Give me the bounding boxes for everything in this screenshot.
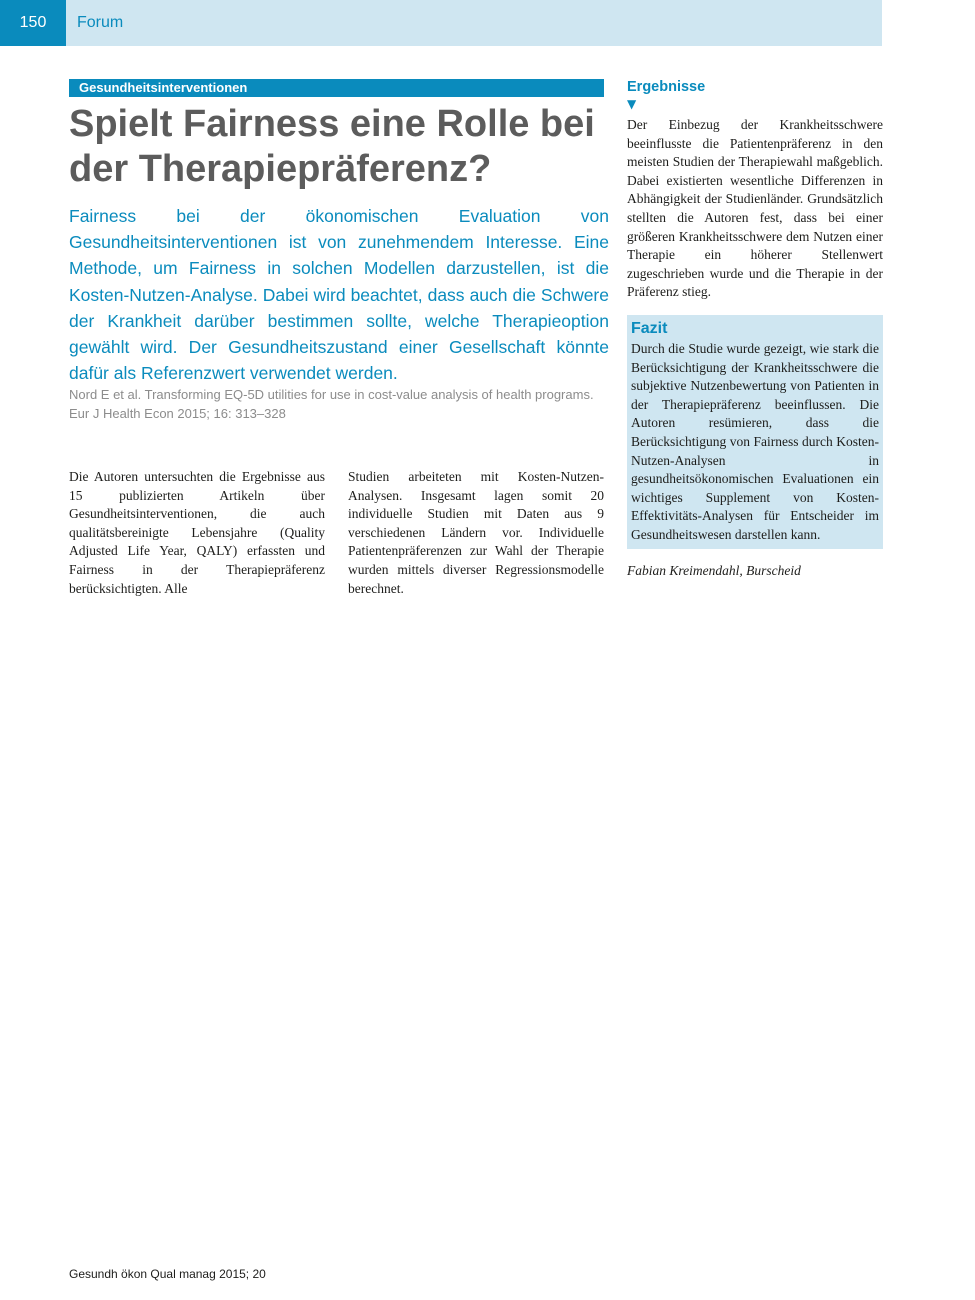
journal-footer: Gesundh ökon Qual manag 2015; 20	[69, 1267, 266, 1281]
fazit-heading: Fazit	[631, 320, 668, 337]
page-number: 150	[0, 0, 66, 46]
fazit-text: Durch die Studie wurde gezeigt, wie stark die Berücksichtigung der Krankheitsschwere die subjektive Nutzenbewertung von Patienten in der Therapiepräferenz beeinflussen. Die Autoren resümieren, dass die Berücksichtigung von Fairness durch Kosten-Nutzen-Analysen in gesundheitsökonomischen Evaluationen ein wichtiges Supplement von Kosten-Effektivitäts-Analysen für Entscheider im Gesundheitswesen darstellen kann.	[631, 341, 879, 542]
author-signature: Fabian Kreimendahl, Burscheid	[627, 563, 801, 578]
triangle-down-icon: ▼	[627, 97, 637, 111]
article-title: Spielt Fairness eine Rolle bei der Therapiepräferenz?	[69, 103, 595, 190]
results-heading: Ergebnisse	[627, 79, 706, 95]
results-text: Der Einbezug der Krankheitsschwere beeinflusste die Patientenpräferenz in den meisten Studien der Therapiewahl maßgeblich. Dabei existierten wesentliche Differenzen in Abhängigkeit der Studienländer. Grundsätzlich stellten die Autoren fest, dass bei einer größeren Krankheitsschwere dem Nutzen einer Therapie ein höherer Stellenwert zugeschrieben wurde und die Therapie in der Präferenz stieg.	[627, 117, 883, 300]
page-header-bar	[0, 0, 882, 46]
article-reference: Nord E et al. Transforming EQ-5D utilities for use in cost-value analysis of health programs. Eur J Health Econ 2015; 16: 313–328	[69, 387, 594, 421]
section-label: Forum	[77, 14, 124, 31]
article-lead: Fairness bei der ökonomischen Evaluation von Gesundheitsinterventionen ist von zunehmendem Interesse. Eine Methode, um Fairness in solchen Modellen darzustellen, ist die Kosten-Nutzen-Analyse. Dabei wird beachtet, dass auch die Schwere der Krankheit darüber bestimmen sollte, welche Therapieoption gewählt wird. Der Gesundheitszustand einer Gesellschaft könnte dafür als Referenzwert verwendet werden.	[69, 206, 609, 384]
category-label: Gesundheitsinterventionen	[69, 79, 604, 97]
fazit-box	[627, 315, 883, 549]
body-column-1: Die Autoren untersuchten die Ergebnisse aus 15 publizierten Artikeln über Gesundheitsinterventionen, die auch qualitätsbereinigte Lebensjahre (Quality Adjusted Life Year, QALY) erfassten und Fairness in der Therapiepräferenz berücksichtigten. Alle	[69, 469, 325, 596]
body-column-2: Studien arbeiteten mit Kosten-Nutzen-Analysen. Insgesamt lagen somit 20 individuelle Studien mit Daten aus 9 verschiedenen Ländern vor. Individuelle Patientenpräferenzen zur Wahl der Therapie wurden mittels diverser Regressionsmodelle berechnet.	[348, 469, 604, 596]
